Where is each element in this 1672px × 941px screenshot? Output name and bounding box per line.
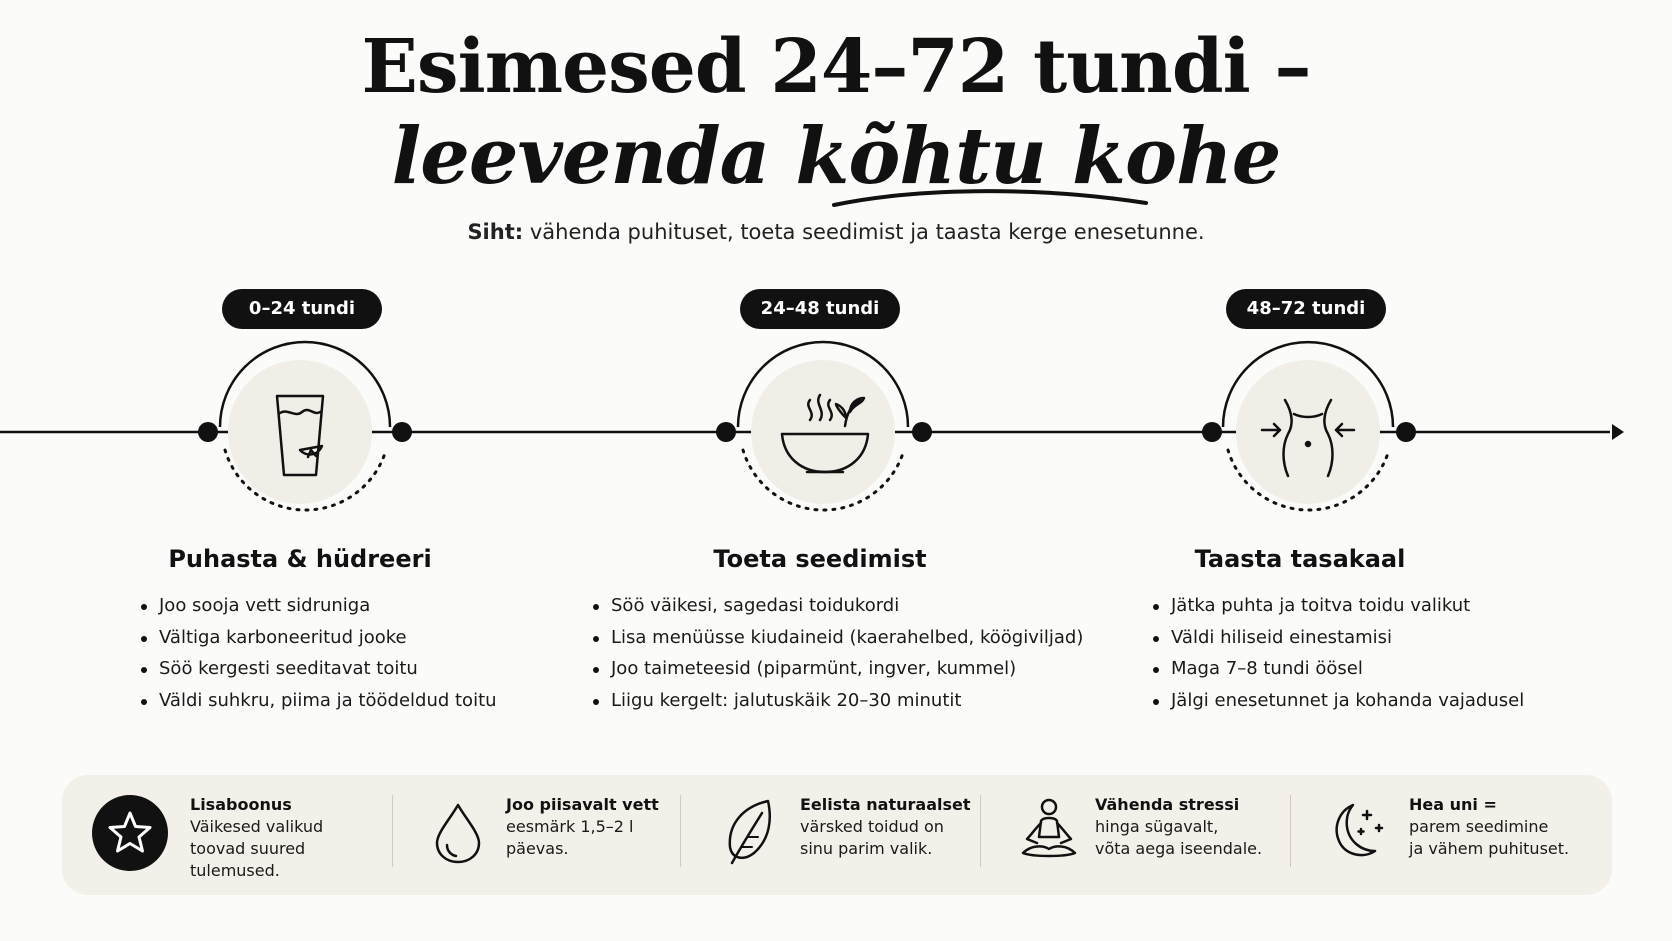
star-icon <box>92 795 168 871</box>
timeline-node-3 <box>1202 342 1416 510</box>
bonus-text: sinu parim valik. <box>800 839 933 858</box>
list-item: Joo taimeteesid (piparmünt, ingver, kummel) <box>590 653 1083 685</box>
bonus-title: Hea uni = <box>1409 795 1497 814</box>
bonus-text: eesmärk 1,5–2 l <box>506 817 634 836</box>
divider <box>980 795 981 867</box>
list-item: Joo sooja vett sidruniga <box>138 590 497 622</box>
goal-label: Siht: <box>467 220 524 244</box>
bonus-text: tulemused. <box>190 861 280 880</box>
goal-text: vähenda puhituset, toeta seedimist ja taasta kerge enesetunne. <box>529 220 1205 244</box>
page-subtitle: leevenda kõhtu kohe <box>391 111 1281 202</box>
divider <box>1290 795 1291 867</box>
divider <box>680 795 681 867</box>
meditation-icon <box>1017 797 1081 863</box>
leaf-icon <box>722 797 778 867</box>
phase-title-3: Taasta tasakaal <box>1194 545 1406 573</box>
bonus-title: Joo piisavalt vett <box>506 795 659 814</box>
phase-list-1 <box>138 590 497 716</box>
list-item: Söö väikesi, sagedasi toidukordi <box>590 590 1083 622</box>
phase-badge-2: 24–48 tundi <box>740 289 900 329</box>
list-item: Lisa menüüsse kiudaineid (kaerahelbed, köögiviljad) <box>590 622 1083 654</box>
list-item: Söö kergesti seeditavat toitu <box>138 653 497 685</box>
list-item: Jätka puhta ja toitva toidu valikut <box>1150 590 1524 622</box>
subtitle-underline <box>830 183 1150 213</box>
bonus-text: võta aega iseendale. <box>1095 839 1263 858</box>
timeline-node-1 <box>198 342 412 510</box>
list-item: Jälgi enesetunnet ja kohanda vajadusel <box>1150 685 1524 717</box>
phase-title-2: Toeta seedimist <box>713 545 927 573</box>
timeline <box>0 300 1672 540</box>
bonus-text: toovad suured <box>190 839 306 858</box>
phase-list-3 <box>1150 590 1524 716</box>
phase-title-1: Puhasta & hüdreeri <box>168 545 432 573</box>
phase-badge-1: 0–24 tundi <box>222 289 382 329</box>
list-item: Väldi hiliseid einestamisi <box>1150 622 1524 654</box>
bonus-text: värsked toidud on <box>800 817 944 836</box>
timeline-node-2 <box>716 342 932 510</box>
phase-list-2 <box>590 590 1083 716</box>
bonus-text: päevas. <box>506 839 569 858</box>
bonus-text: ja vähem puhituset. <box>1409 839 1570 858</box>
bonus-text: hinga sügavalt, <box>1095 817 1219 836</box>
phase-badge-3: 48–72 tundi <box>1226 289 1386 329</box>
bonus-title: Eelista naturaalset <box>800 795 971 814</box>
divider <box>392 795 393 867</box>
bonus-text: Väikesed valikud <box>190 817 324 836</box>
list-item: Vältiga karboneeritud jooke <box>138 622 497 654</box>
bonus-text: parem seedimine <box>1409 817 1549 836</box>
bonus-panel <box>62 775 1612 895</box>
list-item: Maga 7–8 tundi öösel <box>1150 653 1524 685</box>
page-title: Esimesed 24–72 tundi – <box>361 24 1311 110</box>
moon-stars-icon <box>1327 797 1391 863</box>
list-item: Liigu kergelt: jalutuskäik 20–30 minutit <box>590 685 1083 717</box>
water-drop-icon <box>432 801 484 865</box>
goal-statement <box>0 220 1672 244</box>
bonus-title: Lisaboonus <box>190 795 292 814</box>
bonus-title: Vähenda stressi <box>1095 795 1240 814</box>
list-item: Väldi suhkru, piima ja töödeldud toitu <box>138 685 497 717</box>
